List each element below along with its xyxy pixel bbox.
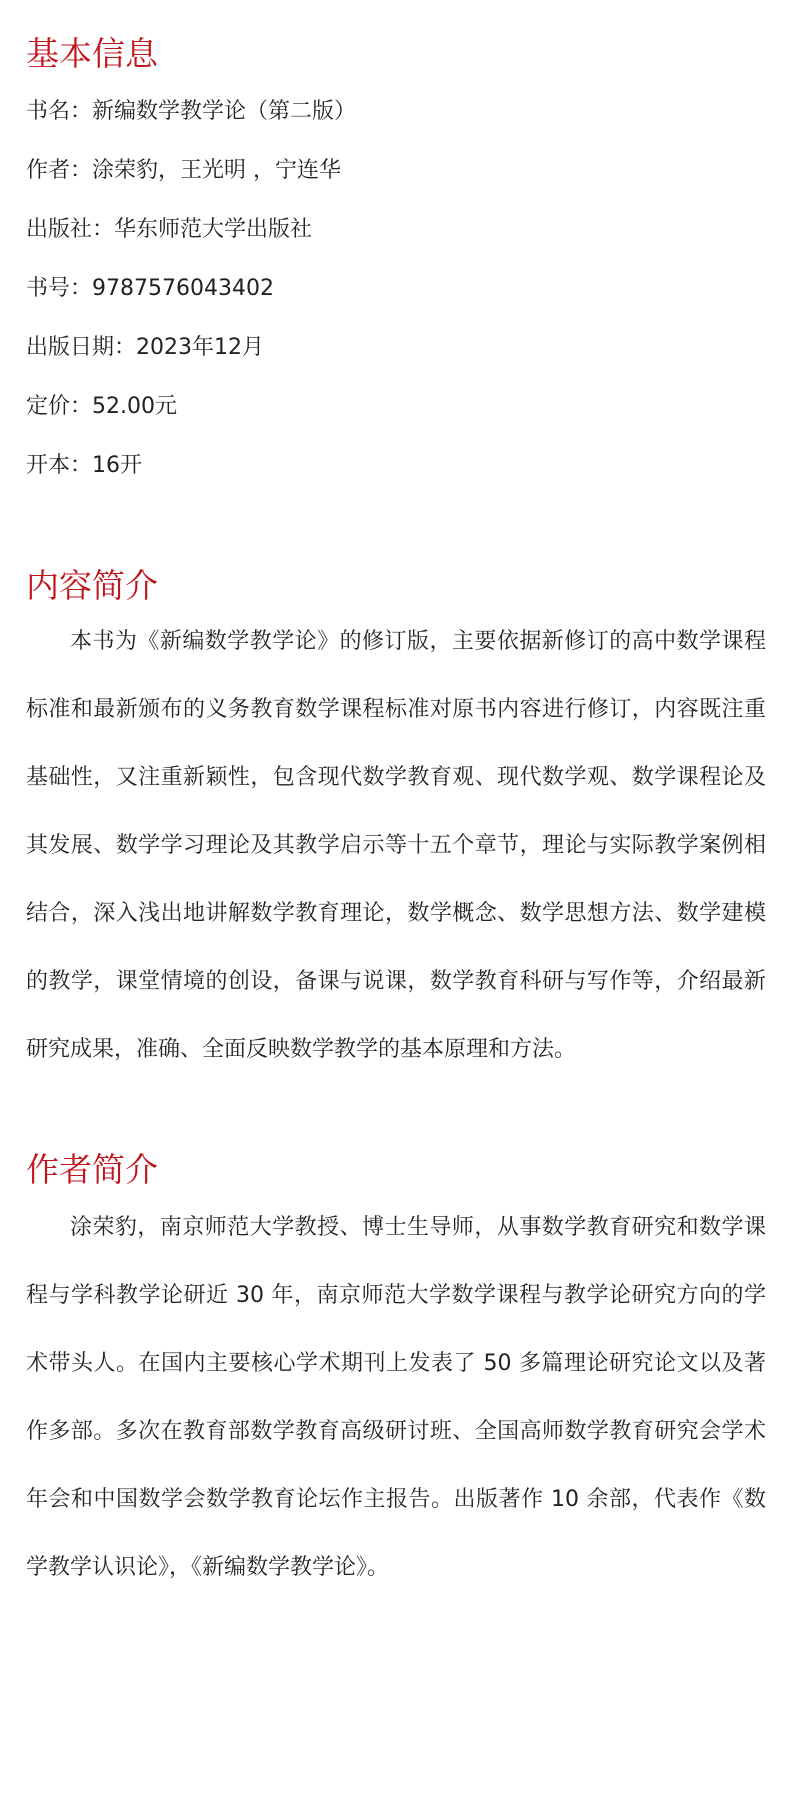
book-name: 书名：新编数学教学论（第二版） — [26, 99, 357, 124]
summary-text: 本书为《新编数学教学论》的修订版，主要依据新修订的高中数学课程标准和最新颁布的义务教育数学课程标准对原书内容进行修订，内容既注重基础性，又注重新颖性，包含现代数学教育观、现代数学观、数学课程论及其发展、数学学习理论及其教学启示等十五个章节，理论与实际教学案例相结合，深入浅出地讲解数学教育理论，数学概念、数学思想方法、数学建模的教学，课堂情境的创设，备课与说课，数学教育科研与写作等，介绍最新研究成果，准确、全面反映数学教学的基本原理和方法。 — [26, 629, 766, 1062]
book-format: 开本：16开 — [26, 453, 142, 478]
book-authors: 作者：涂荣豹，王光明 ，宁连华 — [26, 158, 341, 183]
author-intro-text: 涂荣豹，南京师范大学教授、博士生导师，从事数学教育研究和数学课程与学科教学论研近 30 年，南京师范大学数学课程与教学论研究方向的学术带头人。在国内主要核心学术期刊上发表了 50 多篇理论研究论文以及著作多部。多次在教育部数学教育高级研讨班、全国高师数学教育研究会学术年会和中国数学会数学教育论坛作主报告。出版著作 10 余部，代表作《数学教学认识论》，《新编数学教学论》。 — [26, 1215, 766, 1580]
book-isbn: 书号：9787576043402 — [26, 276, 274, 301]
book-price: 定价：52.00元 — [26, 394, 177, 419]
author-intro-heading: 作者简介 — [26, 1150, 158, 1189]
book-pub-date: 出版日期：2023年12月 — [26, 335, 264, 360]
book-publisher: 出版社：华东师范大学出版社 — [26, 217, 313, 242]
basic-info-heading: 基本信息 — [26, 34, 158, 73]
summary-heading: 内容简介 — [26, 566, 158, 605]
